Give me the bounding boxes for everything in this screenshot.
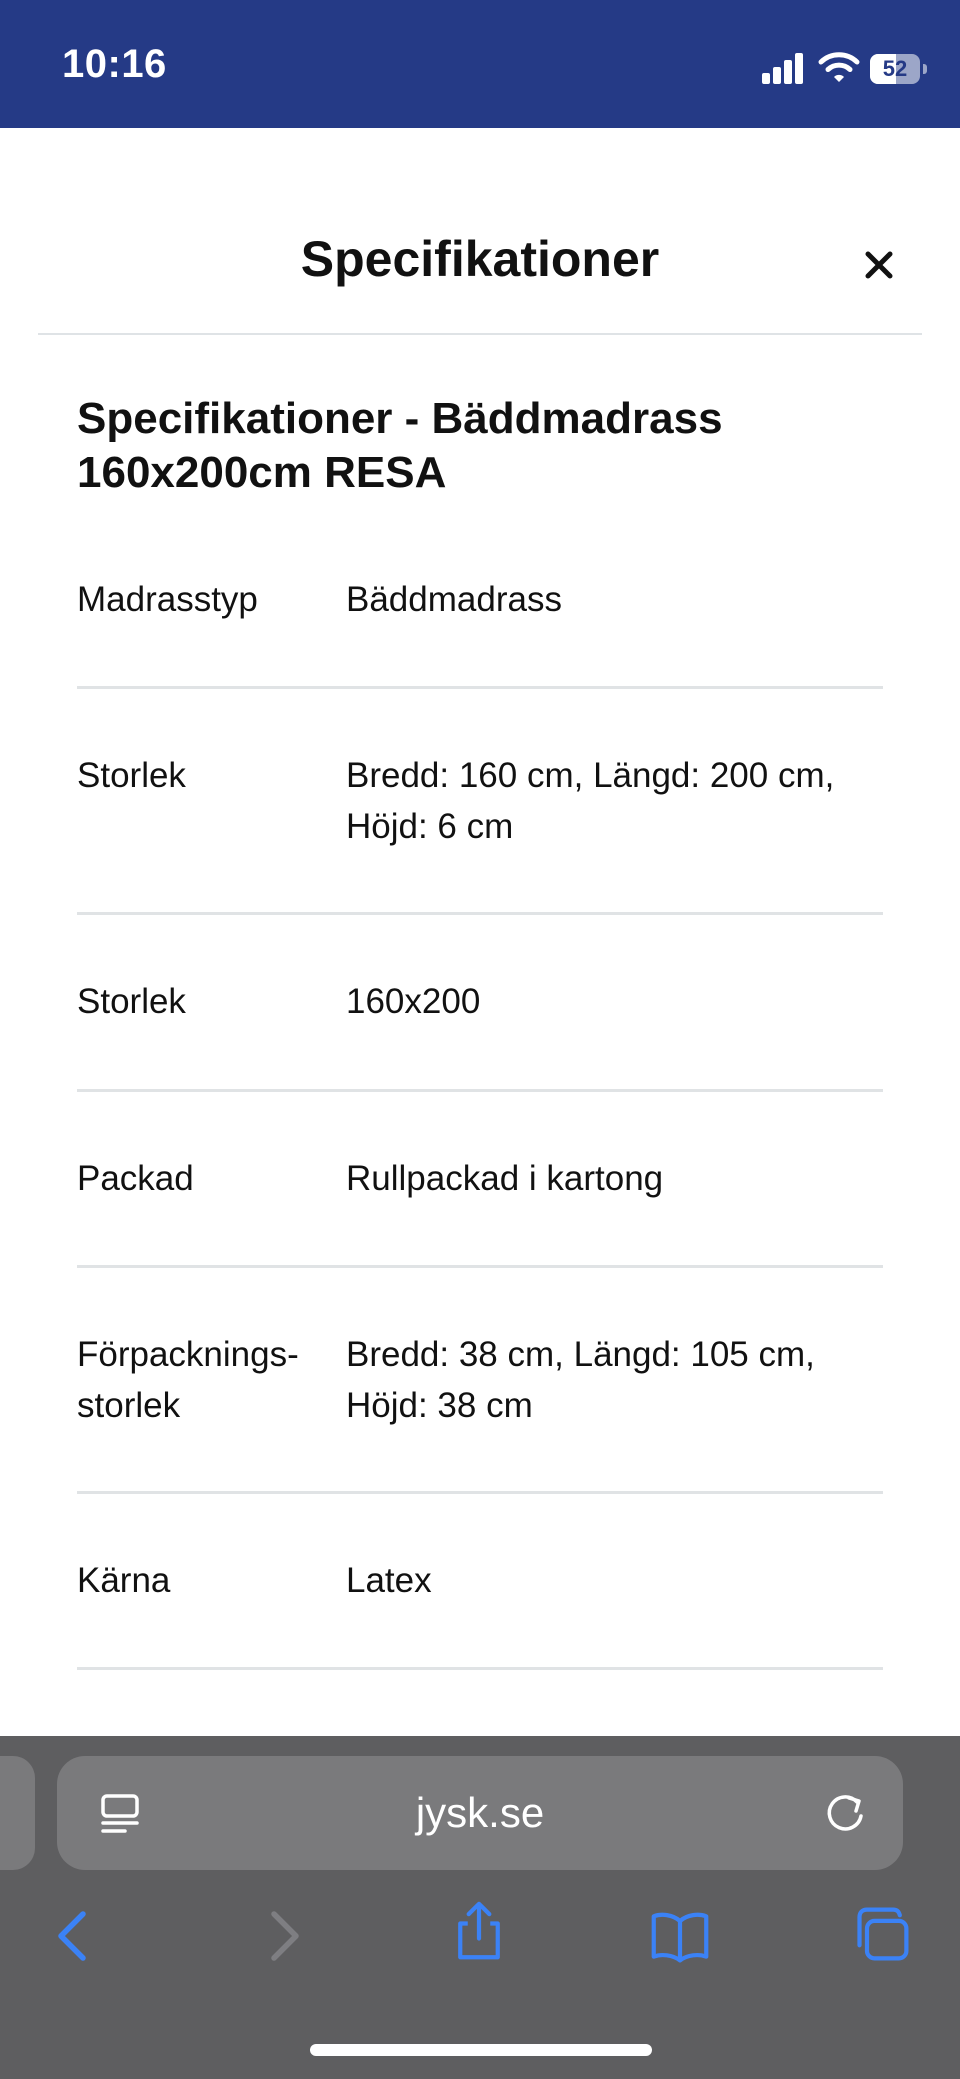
status-bar	[0, 0, 960, 128]
bookmarks-icon[interactable]	[650, 1906, 710, 1966]
row-divider	[77, 1491, 883, 1494]
spec-heading: Specifikationer - Bäddmadrass 160x200cm RESA	[77, 394, 723, 497]
home-indicator	[310, 2044, 652, 2056]
tabs-icon[interactable]	[852, 1904, 912, 1964]
row-divider	[77, 1089, 883, 1092]
cellular-signal-icon	[762, 52, 806, 84]
header-divider	[38, 333, 922, 335]
spec-label: Storlek	[77, 756, 186, 795]
url-text[interactable]: jysk.se	[415, 1789, 545, 1836]
spec-label: Packad	[77, 1159, 194, 1198]
spec-value: Rullpackad i kartong	[346, 1159, 664, 1198]
row-divider	[77, 686, 883, 689]
previous-tab-preview[interactable]	[0, 1756, 35, 1870]
forward-icon[interactable]	[252, 1906, 312, 1966]
spec-value: 160x200	[346, 982, 481, 1021]
share-icon[interactable]	[449, 1901, 509, 1961]
battery-icon	[870, 54, 928, 84]
row-divider	[77, 1265, 883, 1268]
reload-icon[interactable]	[823, 1790, 869, 1836]
address-bar[interactable]	[57, 1756, 903, 1870]
row-divider	[77, 1667, 883, 1670]
spec-value: Bäddmadrass	[346, 580, 562, 619]
spec-value: Bredd: 38 cm, Längd: 105 cm, Höjd: 38 cm	[346, 1335, 815, 1425]
back-icon[interactable]	[45, 1906, 105, 1966]
close-icon[interactable]	[854, 240, 904, 290]
wifi-icon	[818, 50, 860, 84]
spec-label: Kärna	[77, 1561, 171, 1600]
reader-icon[interactable]	[99, 1792, 141, 1836]
spec-value: Bredd: 160 cm, Längd: 200 cm, Höjd: 6 cm	[346, 756, 835, 846]
modal-title: Specifikationer	[300, 231, 660, 287]
battery-level: 52	[882, 56, 908, 81]
spec-label: Storlek	[77, 982, 186, 1021]
row-divider	[77, 912, 883, 915]
spec-label: Förpacknings-storlek	[77, 1335, 299, 1425]
spec-label: Madrasstyp	[77, 580, 258, 619]
spec-value: Latex	[346, 1561, 432, 1600]
status-time: 10:16	[62, 42, 167, 86]
